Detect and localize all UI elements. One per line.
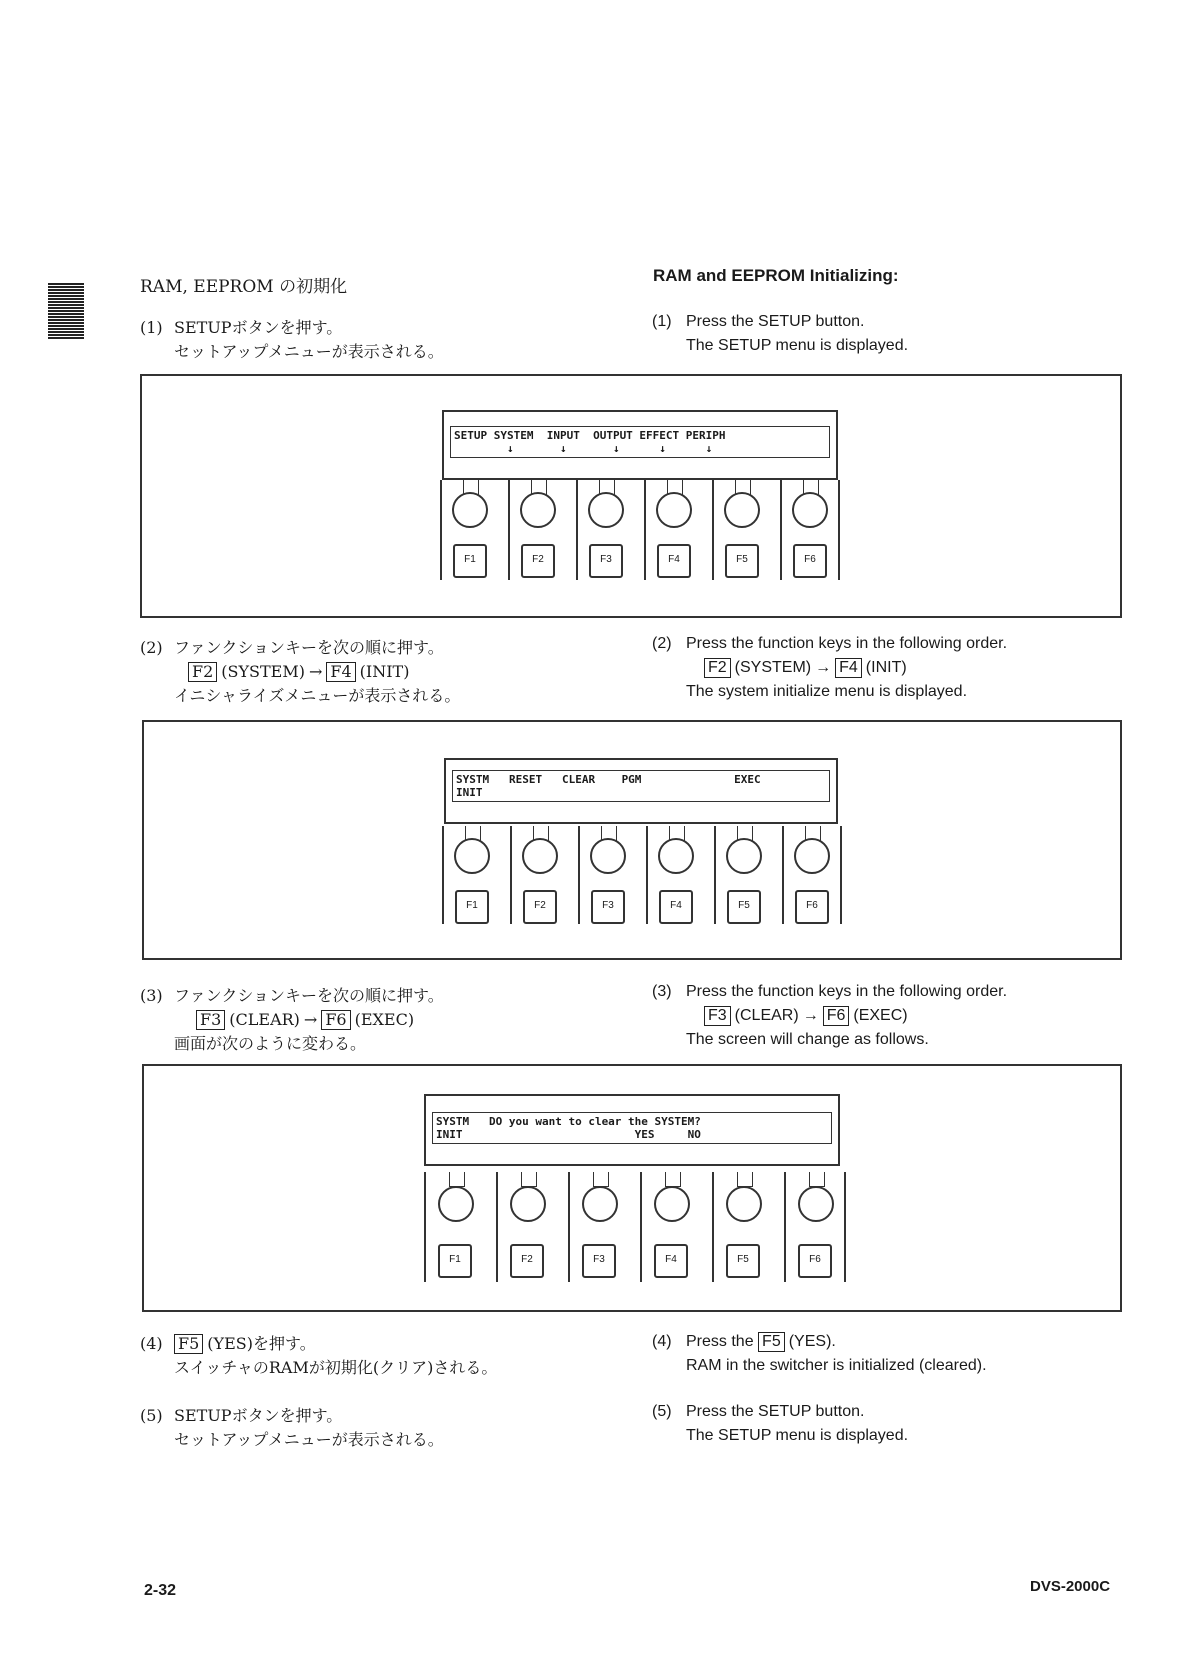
lcd-text: SYSTM DO you want to clear the SYSTEM? INIT YES NO: [432, 1112, 832, 1144]
f2-knob[interactable]: [520, 492, 556, 528]
panel-setup-menu: [140, 374, 1122, 618]
f4-key[interactable]: F4: [659, 890, 693, 924]
f5-knob[interactable]: [726, 838, 762, 874]
f3-key[interactable]: F3: [591, 890, 625, 924]
f1-knob[interactable]: [454, 838, 490, 874]
f4-key[interactable]: F4: [657, 544, 691, 578]
f1-knob[interactable]: [438, 1186, 474, 1222]
key-f3: F3: [196, 1010, 225, 1030]
function-button-row: [442, 826, 842, 926]
key-f5: F5: [758, 1332, 785, 1352]
key-f6: F6: [823, 1006, 850, 1026]
f6-knob[interactable]: [798, 1186, 834, 1222]
f5-key[interactable]: F5: [725, 544, 759, 578]
function-button-row: [424, 1172, 844, 1284]
lcd-display: [442, 410, 838, 480]
f5-knob[interactable]: [724, 492, 760, 528]
f4-key[interactable]: F4: [654, 1244, 688, 1278]
step-5-en: (5) Press the SETUP button. The SETUP menu is displayed.: [652, 1403, 909, 1444]
step-1-jp: (1) SETUPボタンを押す。 セットアップメニューが表示される。: [140, 318, 444, 361]
key-f2: F2: [704, 658, 731, 678]
lcd-display: [424, 1094, 840, 1166]
f6-key[interactable]: F6: [798, 1244, 832, 1278]
step-2-en: (2) Press the function keys in the following order. F2 (SYSTEM) → F4 (INIT) The system initialize menu is displayed.: [652, 635, 1008, 700]
lcd-display: [444, 758, 838, 824]
f4-knob[interactable]: [654, 1186, 690, 1222]
f2-key[interactable]: F2: [523, 890, 557, 924]
f2-knob[interactable]: [510, 1186, 546, 1222]
panel-clear-confirm: [142, 1064, 1122, 1312]
section-title-jp: RAM, EEPROM の初期化: [140, 277, 348, 297]
f1-key[interactable]: F1: [455, 890, 489, 924]
f5-key[interactable]: F5: [726, 1244, 760, 1278]
f3-knob[interactable]: [582, 1186, 618, 1222]
f6-knob[interactable]: [794, 838, 830, 874]
f3-knob[interactable]: [590, 838, 626, 874]
f5-key[interactable]: F5: [727, 890, 761, 924]
panel-initialize-menu: [142, 720, 1122, 960]
step-1-en: (1) Press the SETUP button. The SETUP menu is displayed.: [652, 313, 909, 354]
f6-key[interactable]: F6: [793, 544, 827, 578]
f5-knob[interactable]: [726, 1186, 762, 1222]
f2-key[interactable]: F2: [510, 1244, 544, 1278]
f2-key[interactable]: F2: [521, 544, 555, 578]
f2-knob[interactable]: [522, 838, 558, 874]
f6-key[interactable]: F6: [795, 890, 829, 924]
page-number: 2-32: [144, 1582, 177, 1599]
lcd-text: SYSTM RESET CLEAR PGM EXEC INIT: [452, 770, 830, 802]
f4-knob[interactable]: [656, 492, 692, 528]
key-f6: F6: [321, 1010, 350, 1030]
section-title-en: RAM and EEPROM Initializing:: [653, 266, 899, 285]
step-3-jp: (3) ファンクションキーを次の順に押す。 F3 (CLEAR) → F6 (EXEC) 画面が次のように変わる。: [140, 986, 444, 1053]
lcd-text: SETUP SYSTEM INPUT OUTPUT EFFECT PERIPH ↓ ↓ ↓ ↓ ↓: [450, 426, 830, 458]
margin-barcode: [48, 283, 84, 339]
step-4-en: (4) Press the F5 (YES). RAM in the switcher is initialized (cleared).: [652, 1333, 987, 1374]
f3-knob[interactable]: [588, 492, 624, 528]
step-2-jp: (2) ファンクションキーを次の順に押す。 F2 (SYSTEM) → F4 (INIT) イニシャライズメニューが表示される。: [140, 638, 461, 705]
f1-knob[interactable]: [452, 492, 488, 528]
function-button-row: [440, 480, 840, 580]
step-5-jp: (5) SETUPボタンを押す。 セットアップメニューが表示される。: [140, 1406, 444, 1449]
key-f4: F4: [326, 662, 355, 682]
step-3-en: (3) Press the function keys in the following order. F3 (CLEAR) → F6 (EXEC) The screen will change as follows.: [652, 983, 1008, 1048]
f1-key[interactable]: F1: [438, 1244, 472, 1278]
key-f3: F3: [704, 1006, 731, 1026]
key-f2: F2: [188, 662, 217, 682]
f1-key[interactable]: F1: [453, 544, 487, 578]
step-4-jp: (4) F5 (YES)を押す。 スイッチャのRAMが初期化(クリア)される。: [140, 1334, 498, 1377]
f6-knob[interactable]: [792, 492, 828, 528]
f3-key[interactable]: F3: [589, 544, 623, 578]
key-f5: F5: [174, 1334, 203, 1354]
key-f4: F4: [835, 658, 862, 678]
model-name: DVS-2000C: [1030, 1578, 1111, 1595]
f4-knob[interactable]: [658, 838, 694, 874]
f3-key[interactable]: F3: [582, 1244, 616, 1278]
